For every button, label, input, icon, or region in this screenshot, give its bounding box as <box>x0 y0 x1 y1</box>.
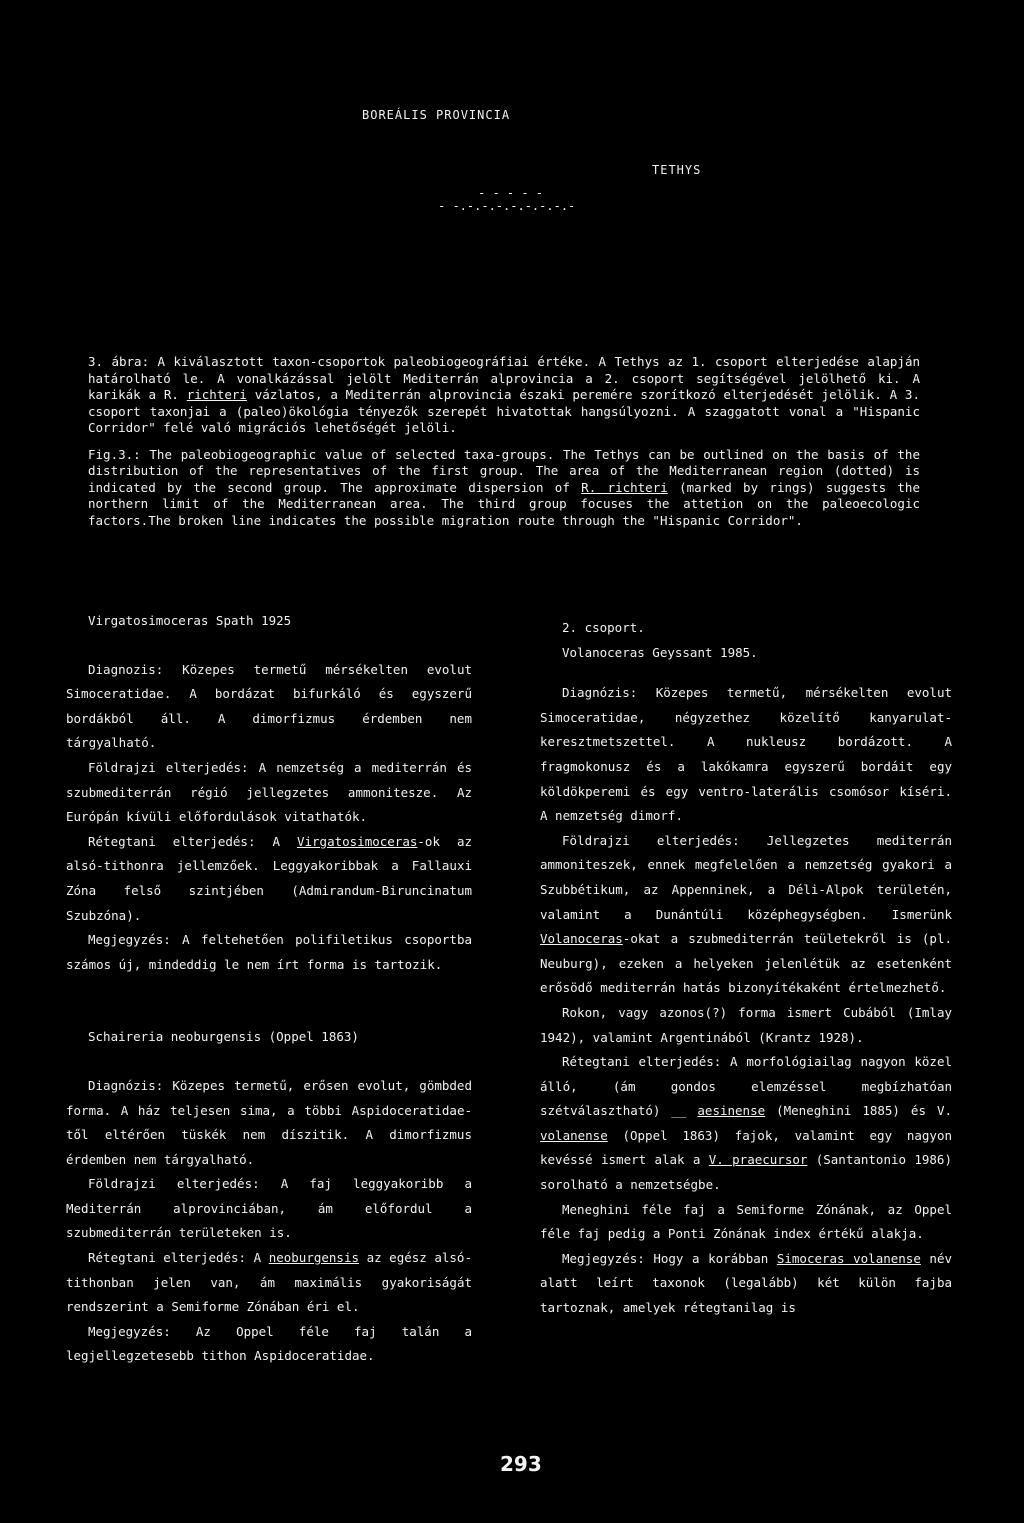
volanoceras-stratigraphy: Rétegtani elterjedés: A morfológiailag nagyon közel álló, (ám gondos elemzéssel megbízhatóan szétválasztható) __ aesinense (Meneghini 1885) és V. volanense (Oppel 1863) fajok, valamint egy nagyon kevéssé ismert alak a V. praecursor (Santantonio 1986) sorolható a nemzetségbe. <box>540 1054 953 1193</box>
virgatosimoceras-title: Virgatosimoceras Spath 1925 <box>88 613 292 628</box>
volanoceras-title: Volanoceras Geyssant 1985. <box>562 644 758 660</box>
migration-dashes-bottom: - -.-.-.-.-.-.-.-.- <box>438 199 576 213</box>
volanoceras-diagnosis: Diagnózis: Közepes termetű, mérsékelten evolut Simoceratidae, négyzethez közelítő kanyarulat-keresztmetszettel. A nukleusz bordázott. A fragmokonusz és a lakókamra egyszerű bordáit egy köldökperemi és egy ventro-laterális csomósor kíséri. A nemzetség dimorf. <box>540 685 952 824</box>
volanoceras-note: Megjegyzés: Hogy a korábban Simoceras volanense név alatt leírt taxonok (legalább) két külön fajba tartoznak, amelyek rétegtanilag is <box>540 1250 953 1316</box>
volanoceras-relatives: Rokon, vagy azonos(?) forma ismert Cubából (Imlay 1942), valamint Argentinából (Krantz 1928). <box>540 1004 952 1045</box>
borealis-label: BOREÁLIS PROVINCIA <box>362 108 511 122</box>
caption-hungarian: 3. ábra: A kiválasztott taxon-csoportok paleobiogeográfiai értéke. A Tethys az 1. csoport elterjedése alapján határolható le. A vonalkázással jelölt Mediterrán alprovincia a 2. csoport segítségével jelölhető ki. A karikák a R. richteri vázlatos, a Mediterrán alprovincia északi peremére szorítkozó elterjedését jelölik. A 3. csoport taxonjai a (paleo)ökológia tényezők szerepét hivatottak hangsúlyozni. A szaggatott vonal a "Hispanic Corridor" felé való migrációs lehetőségét jelöli. <box>88 354 920 435</box>
virgatosimoceras-note: Megjegyzés: A feltehetően polifiletikus csoportba számos új, mindeddig le nem írt forma is tartozik. <box>66 932 472 972</box>
virgatosimoceras-diagnosis: Diagnozis: Közepes termetű mérsékelten evolut Simoceratidae. A bordázat bifurkáló és egyszerű bordákból áll. A dimorfizmus érdemben nem tárgyalható. <box>66 661 472 751</box>
tethys-label: TETHYS <box>652 163 702 177</box>
volanoceras-index-species: Meneghini féle faj a Semiforme Zónának, az Oppel féle faj pedig a Ponti Zónának index értékű alakja. <box>540 1201 952 1242</box>
left-column <box>66 609 472 1369</box>
caption-english: Fig.3.: The paleobiogeographic value of selected taxa-groups. The Tethys can be outlined on the basis of the distribution of the representatives of the first group. The area of the Mediterranean region (dotted) is indicated by the second group. The approximate dispersion of R. richteri (marked by rings) suggests the northern limit of the Mediterranean area. The third group focuses the attetion on the paleoecologic factors.The broken line indicates the possible migration route through the "Hispanic Corridor". <box>88 446 920 528</box>
page-number: 293 <box>500 1452 542 1476</box>
figure-caption <box>88 354 920 529</box>
volanoceras-geography: Földrajzi elterjedés: Jellegzetes mediterrán ammoniteszek, ennek megfelelően a nemzetség gyakori a Szubbétikum, az Appenninek, a Déli-Alpok területén, valamint a Dunántúli középhegységben. Ismerünk Volanoceras-okat a szubmediterrán teületekről is (pl. Neuburg), ezeken a helyeken jelenlétük az esetenként erősödő mediterrán hatás bizonyítékaként értelmezhető. <box>540 832 952 996</box>
schaireria-geography: Földrajzi elterjedés: A faj leggyakoribb a Mediterrán alprovinciában, ám előfordul a szubmediterrán területeken is. <box>66 1176 472 1241</box>
migration-dashes-top: - - - - - <box>478 186 544 200</box>
right-column <box>540 616 952 1321</box>
virgatosimoceras-geography: Földrajzi elterjedés: A nemzetség a mediterrán és szubmediterrán régió jellegzetes ammonitesze. Az Európán kívüli előfordulások vitathatók. <box>66 759 472 825</box>
schaireria-diagnosis: Diagnózis: Közepes termetű, erősen evolut, gömbded forma. A ház teljesen sima, a többi Aspidoceratidae-től eltérően tüskék nem díszitik. A dimorfizmus érdemben nem tárgyalható. <box>66 1077 472 1167</box>
virgatosimoceras-stratigraphy: Rétegtani elterjedés: A Virgatosimoceras-ok az alsó-tithonra jellemzőek. Leggyakoribbak a Fallauxi Zóna felső szintjében (Admirandum-Biruncinatum Szubzóna). <box>66 833 472 923</box>
group-heading: 2. csoport. <box>562 620 645 635</box>
schaireria-note: Megjegyzés: Az Oppel féle faj talán a legjellegzetesebb tithon Aspidoceratidae. <box>66 1323 472 1364</box>
schaireria-stratigraphy: Rétegtani elterjedés: A neoburgensis az egész alsó-tithonban jelen van, ám maximális gyakoriságát rendszerint a Semiforme Zónában éri el. <box>66 1250 472 1315</box>
schaireria-title: Schaireria neoburgensis (Oppel 1863) <box>88 1029 359 1045</box>
